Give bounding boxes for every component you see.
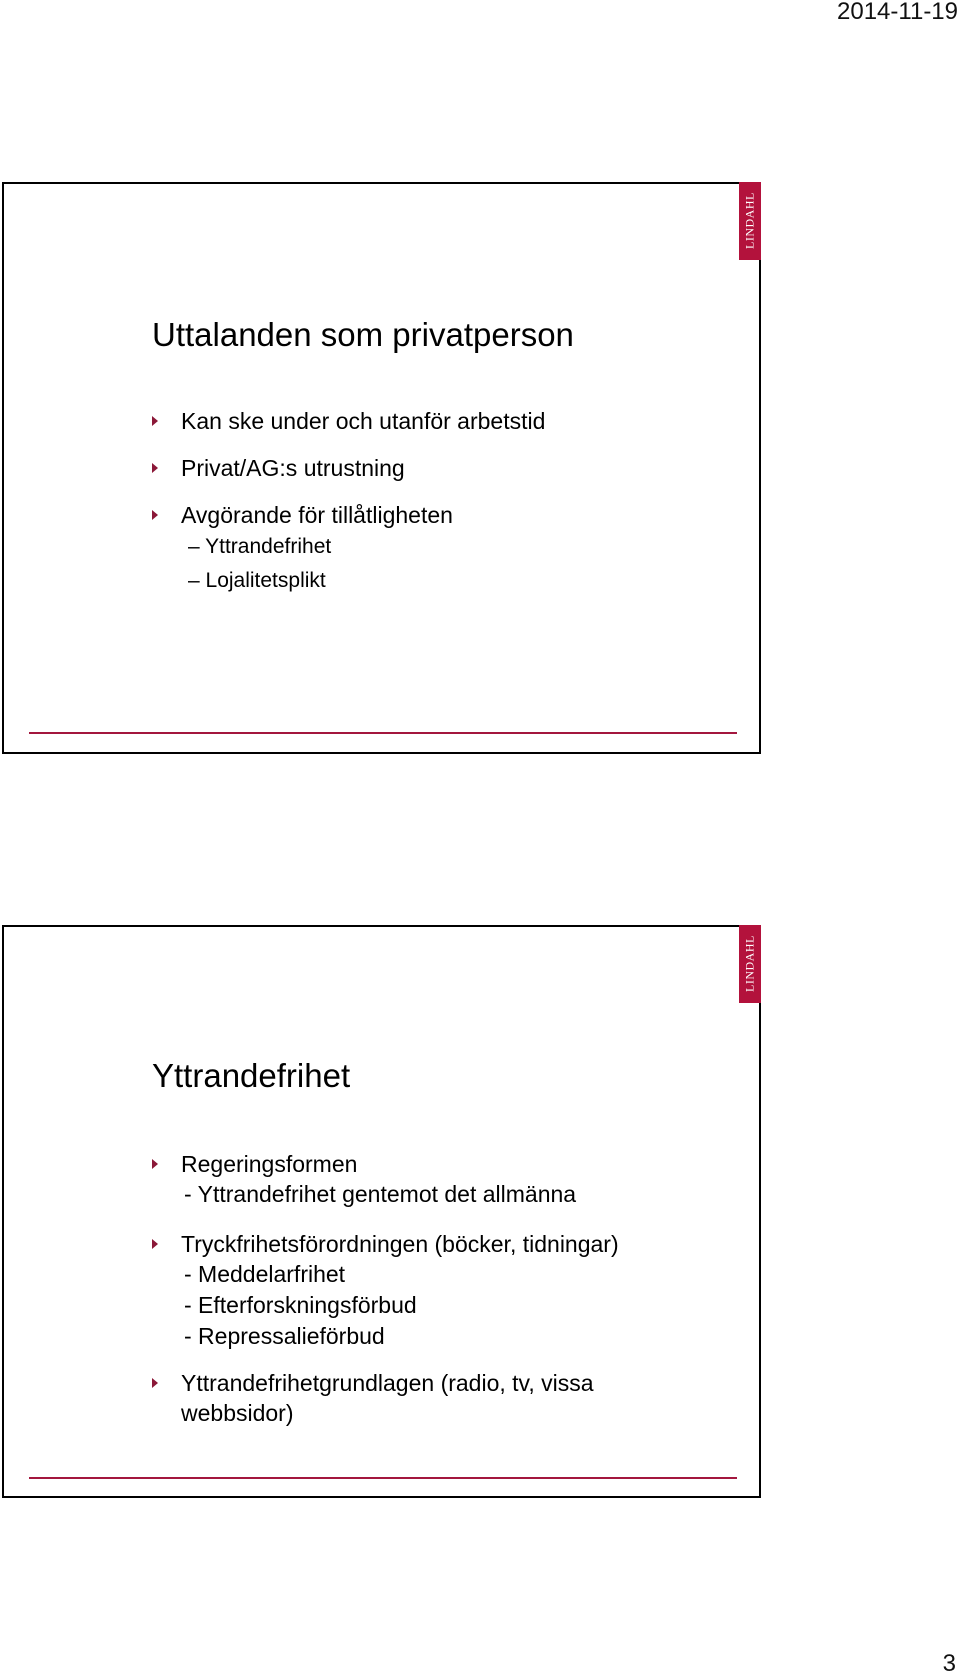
bullet-icon (152, 416, 158, 426)
bullet-text: Yttrandefrihetgrundlagen (radio, tv, vissa (181, 1370, 594, 1396)
lindahl-logo: LINDAHL (739, 925, 761, 1003)
date-header: 2014-11-19 (837, 0, 958, 25)
bullet-text: Kan ske under och utanför arbetstid (181, 408, 546, 434)
footer-rule (29, 732, 737, 734)
slide-title: Yttrandefrihet (152, 1057, 351, 1094)
bullet-text: Privat/AG:s utrustning (181, 455, 405, 481)
footer-rule (29, 1477, 737, 1479)
sub-bullet-text: – Lojalitetsplikt (188, 569, 326, 592)
sub-line-text: - Repressalieförbud (184, 1323, 385, 1349)
sub-line-text: - Efterforskningsförbud (184, 1292, 417, 1318)
sub-line-text: - Meddelarfrihet (184, 1261, 346, 1287)
bullet-icon (152, 1239, 158, 1249)
bullet-icon (152, 510, 158, 520)
bullet-text: Tryckfrihetsförordningen (böcker, tidningar) (181, 1231, 619, 1257)
page-number: 3 (942, 1650, 956, 1677)
bullet-icon (152, 1378, 158, 1388)
bullet-icon (152, 1159, 158, 1169)
bullet-icon (152, 463, 158, 473)
sub-bullet-text: – Yttrandefrihet (188, 535, 332, 558)
bullet-text-continued: webbsidor) (181, 1400, 294, 1426)
bullet-text: Regeringsformen (181, 1151, 358, 1177)
bullet-text: Avgörande för tillåtligheten (181, 502, 453, 528)
sub-line-text: - Yttrandefrihet gentemot det allmänna (184, 1181, 577, 1207)
slide-2 (2, 925, 761, 1498)
lindahl-logo: LINDAHL (739, 182, 761, 260)
slide-title: Uttalanden som privatperson (152, 316, 574, 353)
